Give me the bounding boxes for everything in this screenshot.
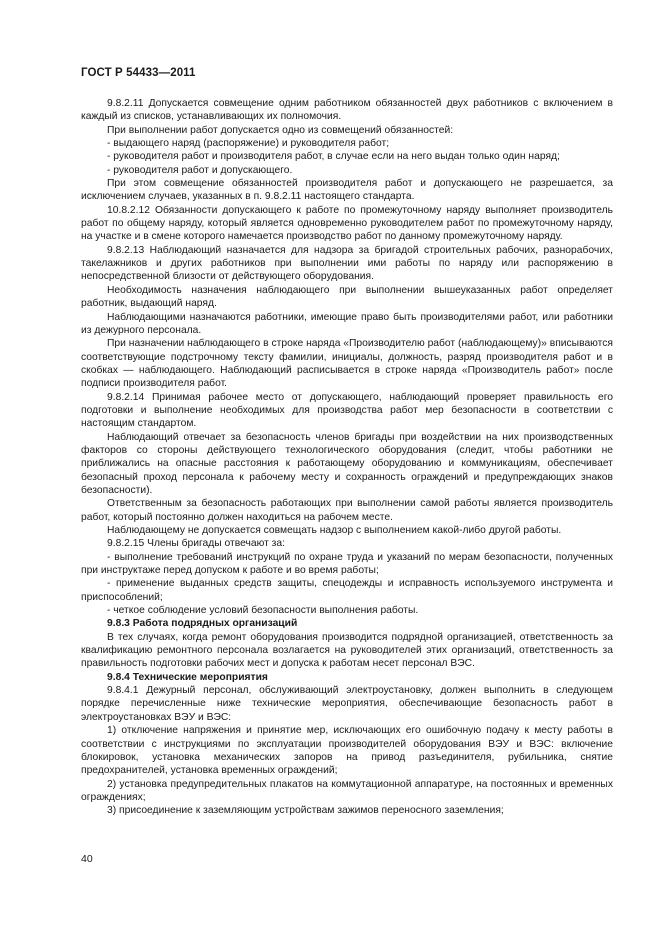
paragraph: 9.8.2.15 Члены бригады отвечают за:	[107, 538, 285, 550]
list-item: - руководителя работ и производителя работ, в случае если на него выдан только один наряд;	[107, 151, 560, 163]
paragraph: 9.8.2.11 Допускается совмещение одним работником обязанностей двух работников с включением в каждый из списков, устанавливающих их полномочия.	[81, 98, 613, 123]
paragraph: 9.8.4.1 Дежурный персонал, обслуживающий электроустановку, должен выполнить в следующем порядке перечисленные ниже технические мероприятия, обеспечивающие безопасность работ в электроустановках ВЭУ и ВЭС:	[81, 685, 613, 723]
paragraph: Наблюдающий отвечает за безопасность членов бригады при воздействии на них производственных факторов со стороны действующего технологического оборудования (следит, чтобы работники не приближались на опасные расстояния к работающему оборудованию и коммуникациям, обеспечивает безопасный проход персонала к рабочему месту и сохранность ограждений и предупреждающих знаков безопасности).	[81, 431, 613, 496]
list-item: - выполнение требований инструкций по охране труда и указаний по мерам безопасности, полученных при инструктаже перед допуском к работе и во время работы;	[81, 551, 613, 577]
paragraph: 10.8.2.12 Обязанности допускающего к работе по промежуточному наряду выполняет производитель работ по общему наряду, который является одновременно руководителем работ по промежуточному наряду, на участке и в смене которого намечается производство работ по данному промежуточному наряду.	[81, 204, 613, 243]
section-heading: 9.8.3 Работа подрядных организаций	[107, 618, 298, 630]
paragraph: При этом совмещение обязанностей производителя работ и допускающего не разрешается, за исключением случаев, указанных в п. 9.8.2.11 настоящего стандарта.	[81, 178, 613, 203]
list-item: 2) установка предупредительных плакатов на коммутационной аппаратуре, на постоянных и временных ограждениях;	[81, 778, 613, 803]
list-item: - применение выданных средств защиты, спецодежды и исправность используемого инструмента и приспособлений;	[81, 578, 613, 603]
paragraph: 9.8.2.13 Наблюдающий назначается для надзора за бригадой строительных рабочих, разнорабочих, такелажников и других работников при выполнении ими работы по наряду или распоряжению в непосредственной близости от действующего оборудования.	[81, 244, 613, 283]
paragraph: Наблюдающему не допускается совмещать надзор с выполнением какой-либо другой работы.	[107, 525, 562, 536]
paragraph: Наблюдающими назначаются работники, имеющие право быть производителями работ, или работники из дежурного персонала.	[81, 311, 613, 336]
list-item: 3) присоединение к заземляющим устройствам зажимов переносного заземления;	[107, 805, 504, 817]
page-number: 40	[81, 853, 93, 865]
paragraph: 9.8.2.14 Принимая рабочее место от допускающего, наблюдающий проверяет правильность его подготовки и выполнение необходимых для производства работ мер безопасности в соответствии с настоящим стандартом.	[81, 391, 613, 430]
list-item: - руководителя работ и допускающего.	[107, 164, 293, 176]
paragraph: Необходимость назначения наблюдающего при выполнении вышеуказанных работ определяет работник, выдающий наряд.	[81, 284, 613, 310]
document-header: ГОСТ Р 54433—2011	[81, 67, 196, 79]
paragraph: В тех случаях, когда ремонт оборудования производится подрядной организацией, ответственность за квалификацию ремонтного персонала возлагается на руководителей этих организаций, ответственность за правильность подготовки рабочих мест и допуска к работам несет персонал ВЭС.	[81, 631, 613, 670]
document-body	[81, 97, 613, 818]
section-heading: 9.8.4 Технические мероприятия	[107, 671, 268, 683]
list-item: - выдающего наряд (распоряжение) и руководителя работ;	[107, 138, 390, 150]
paragraph: При выполнении работ допускается одно из совмещений обязанностей:	[107, 124, 454, 136]
paragraph: При назначении наблюдающего в строке наряда «Производителю работ (наблюдающему)» вписываются соответствующие подстрочному тексту фамилии, инициалы, должность, разряд производителя работ и в скобках — наблюдающего. Наблюдающий расписывается в строке наряда «Производитель работ» после подписи производителя работ.	[81, 338, 613, 390]
list-item: 1) отключение напряжения и принятие мер, исключающих его ошибочную подачу к месту работы в соответствии с инструкциями по эксплуатации производителей оборудования ВЭУ и ВЭС: включение блокировок, установка механических запоров на привод разъединителя, рубильника, снятие предохранителей, установка временных ограждений;	[81, 725, 613, 777]
list-item: - четкое соблюдение условий безопасности выполнения работы.	[107, 605, 419, 617]
paragraph: Ответственным за безопасность работающих при выполнении самой работы является производитель работ, который постоянно должен находиться на рабочем месте.	[81, 498, 613, 523]
